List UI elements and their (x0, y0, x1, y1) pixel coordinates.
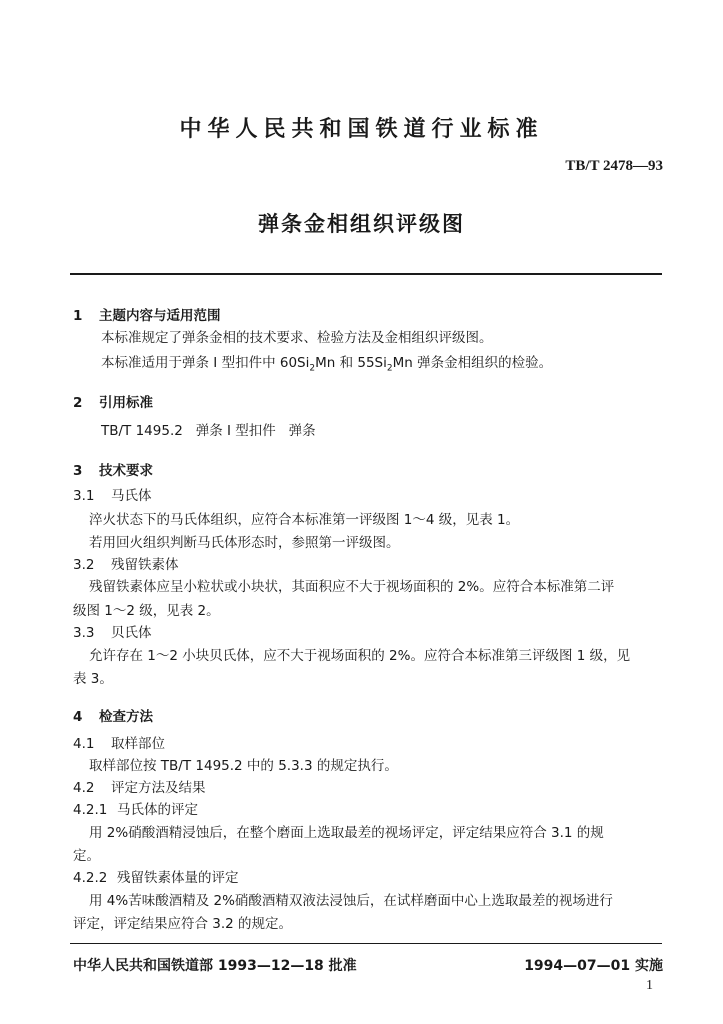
text-run: Mn 弹条金相组织的检验。 (392, 355, 553, 371)
section-1-heading (73, 304, 221, 324)
section-title: 残留铁素体 (111, 557, 179, 573)
page-number: 1 (646, 978, 653, 993)
subscript: 2 (309, 363, 316, 374)
section-title: 贝氏体 (111, 625, 152, 641)
section-number: 1 (73, 308, 83, 324)
section-number: 3.2 (73, 557, 95, 573)
section-3-2-heading (73, 559, 179, 573)
section-3-3-para-2: 表 3。 (73, 671, 113, 687)
section-4-2-2-heading (73, 872, 239, 886)
section-title: 评定方法及结果 (111, 780, 206, 796)
section-number: 4.2.1 (73, 802, 108, 818)
standard-code: TB/T 2478—93 (565, 158, 663, 174)
section-title: 技术要求 (99, 463, 153, 479)
section-title: 取样部位 (111, 736, 165, 752)
section-number: 3.3 (73, 625, 95, 641)
section-1-para-2 (101, 357, 552, 374)
section-number: 4.2 (73, 780, 95, 796)
section-3-heading (73, 459, 153, 479)
section-number: 3 (73, 463, 83, 479)
section-4-2-2-para-1: 用 4%苦味酸酒精及 2%硝酸酒精双液法浸蚀后，在试样磨面中心上选取最差的视场进行 (89, 893, 613, 909)
implementation-date: 1994—07—01 实施 (524, 958, 663, 974)
text-run: Mn 和 55Si (315, 355, 387, 371)
section-3-1-para-1: 淬火状态下的马氏体组织，应符合本标准第一评级图 1～4 级，见表 1。 (89, 512, 520, 528)
section-title: 主题内容与适用范围 (99, 308, 221, 324)
section-4-1-heading (73, 738, 165, 752)
section-number: 4 (73, 709, 83, 725)
section-4-2-1-para-1: 用 2%硝酸酒精浸蚀后，在整个磨面上选取最差的视场评定，评定结果应符合 3.1 的规 (89, 825, 604, 841)
section-4-heading (73, 705, 153, 725)
section-2-heading (73, 391, 153, 411)
section-3-2-para-1: 残留铁素体应呈小粒状或小块状，其面积应不大于视场面积的 2%。应符合本标准第二评 (89, 579, 615, 595)
section-number: 3.1 (73, 488, 95, 504)
document-title: 弹条金相组织评级图 (258, 212, 465, 236)
section-1-para-1: 本标准规定了弹条金相的技术要求、检验方法及金相组织评级图。 (101, 330, 493, 346)
subscript: 2 (386, 363, 393, 374)
section-4-2-heading (73, 782, 206, 796)
section-4-2-2-para-2: 评定，评定结果应符合 3.2 的规定。 (73, 916, 293, 932)
section-4-2-1-para-2: 定。 (73, 848, 100, 864)
title-divider (70, 273, 662, 275)
text-run: 本标准适用于弹条 I 型扣件中 60Si (101, 355, 310, 371)
section-title: 残留铁素体量的评定 (117, 870, 239, 886)
section-number: 4.2.2 (73, 870, 108, 886)
section-title: 马氏体的评定 (117, 802, 198, 818)
section-3-3-para-1: 允许存在 1～2 小块贝氏体，应不大于视场面积的 2%。应符合本标准第三评级图 1 级，见 (89, 648, 631, 664)
approval-line: 中华人民共和国铁道部 1993—12—18 批准 (73, 958, 357, 974)
section-3-1-heading (73, 490, 152, 504)
section-title: 引用标准 (99, 395, 153, 411)
section-3-1-para-2: 若用回火组织判断马氏体形态时，参照第一评级图。 (89, 535, 400, 551)
standard-category-header: 中华人民共和国铁道行业标准 (179, 117, 544, 142)
section-2-para-1: TB/T 1495.2 弹条 I 型扣件 弹条 (101, 423, 316, 439)
footer-divider (70, 943, 662, 944)
section-title: 检查方法 (99, 709, 153, 725)
section-title: 马氏体 (111, 488, 152, 504)
section-number: 2 (73, 395, 83, 411)
section-4-2-1-heading (73, 804, 198, 818)
section-3-2-para-2: 级图 1～2 级，见表 2。 (73, 603, 220, 619)
section-4-1-para-1: 取样部位按 TB/T 1495.2 中的 5.3.3 的规定执行。 (89, 758, 398, 774)
section-3-3-heading (73, 627, 152, 641)
section-number: 4.1 (73, 736, 95, 752)
